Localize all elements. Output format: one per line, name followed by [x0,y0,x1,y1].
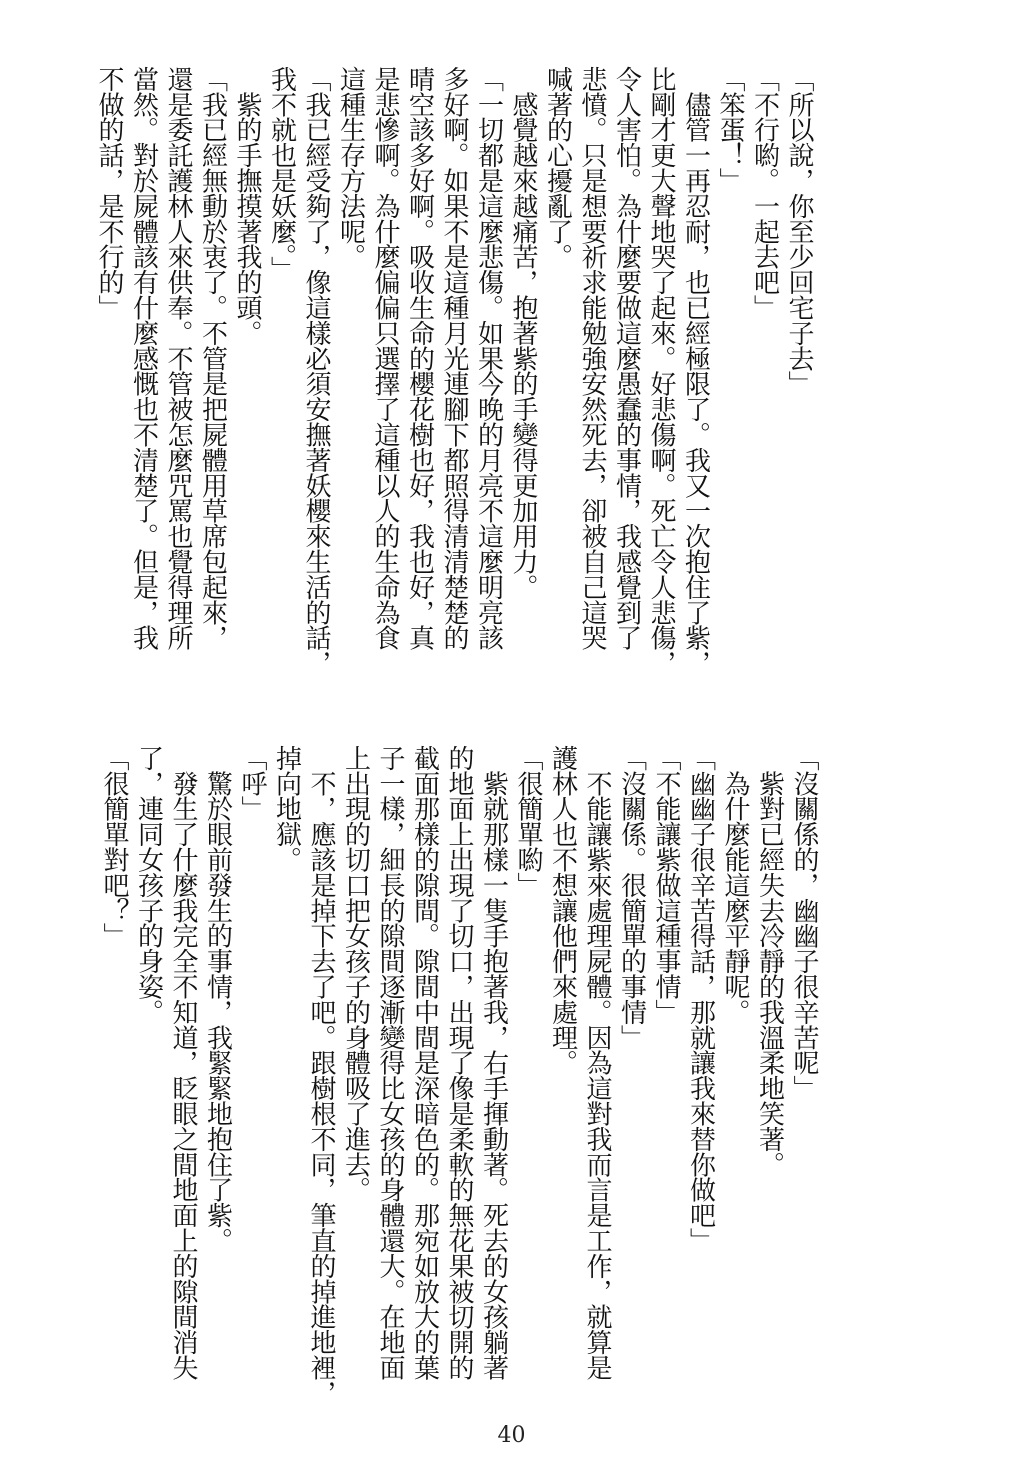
text-line: 「不能讓紫做這種事情」 [651,745,681,1025]
text-line: 發生了什麼我完全不知道，眨眼之間地面上的隙間消失 [168,745,198,1381]
text-line: 我不就也是妖麼。」 [266,66,297,282]
text-block-lower [97,745,822,1406]
text-line: 「所以說，你至少回宅子去」 [784,66,814,397]
text-line: 不做的話，是不行的」 [94,66,124,321]
text-line: 當然。對於屍體該有什麼感慨也不清楚了。但是，我 [128,66,159,651]
text-line: 不能讓紫來處理屍體。因為這對我而言是工作，就算是 [582,745,612,1381]
text-line: 晴空該多好啊。吸收生命的櫻花樹也好，我也好，真 [404,66,435,651]
text-line: 「我已經無動於衷了。不管是把屍體用草席包起來， [197,66,228,651]
text-line: 的地面上出現了切口，出現了像是柔軟的無花果被切開的 [444,745,474,1381]
text-line: 不，應該是掉下去了吧。跟樹根不同，筆直的掉進地裡， [306,745,336,1406]
text-line: 上出現的切口把女孩子的身體吸了進去。 [340,745,371,1203]
text-line: 為什麼能這麼平靜呢。 [720,745,750,1025]
text-line: 感覺越來越痛苦，抱著紫的手變得更加用力。 [508,66,538,600]
text-line: 護林人也不想讓他們來處理。 [547,745,578,1076]
text-line: 了，連同女孩子的身姿。 [133,745,164,1025]
text-line: 「很簡單喲」 [513,745,543,898]
text-line: 是悲慘啊。為什麼偏偏只選擇了這種以人的生命為食 [370,66,400,651]
text-line: 子一樣，細長的隙間逐漸變得比女孩的身體還大。在地面 [375,745,405,1381]
text-line: 「不行喲。一起去吧」 [749,66,780,321]
text-line: 多好啊。如果不是這種月光連腳下都照得清清楚楚的 [439,66,469,651]
text-line: 還是委託護林人來供奉。不管被怎麼咒罵也覺得理所 [163,66,193,651]
text-line: 「沒關係的，幽幽子很辛苦呢」 [789,745,819,1101]
text-line: 驚於眼前發生的事情，我緊緊地抱住了紫。 [202,745,233,1254]
text-line: 「沒關係。很簡單的事情」 [616,745,647,1050]
text-block-upper [92,66,817,706]
text-line: 「呼」 [237,745,267,822]
text-line: 「我已經受夠了，像這樣必須安撫著妖櫻來生活的話， [301,66,331,676]
text-line: 儘管一再忍耐，也已經極限了。我又一次抱住了紫， [680,66,711,676]
text-line: 「很簡單對吧？」 [99,745,129,949]
text-line: 令人害怕。為什麼要做這麼愚蠢的事情，我感覺到了 [611,66,642,651]
text-line: 「幽幽子很辛苦得話，那就讓我來替你做吧」 [685,745,716,1254]
text-line: 悲憤。只是想要祈求能勉強安然死去，卻被自己這哭 [577,66,607,651]
text-line: 截面那樣的隙間。隙間中間是深暗色的。那宛如放大的葉 [409,745,440,1381]
text-line: 這種生存方法呢。 [335,66,366,270]
page-number: 40 [497,1423,526,1448]
text-line: 掉向地獄。 [271,745,302,873]
text-line: 比剛才更大聲地哭了起來。好悲傷啊。死亡令人悲傷， [646,66,676,676]
text-line: 喊著的心擾亂了。 [542,66,573,270]
text-line: 紫的手撫摸著我的頭。 [232,66,262,346]
text-line: 紫就那樣一隻手抱著我，右手揮動著。死去的女孩躺著 [478,745,509,1381]
text-line: 紫對已經失去冷靜的我溫柔地笑著。 [754,745,785,1177]
text-line: 「一切都是這麼悲傷。如果今晚的月亮不這麼明亮該 [473,66,504,651]
text-line: 「笨蛋！」 [715,66,745,194]
